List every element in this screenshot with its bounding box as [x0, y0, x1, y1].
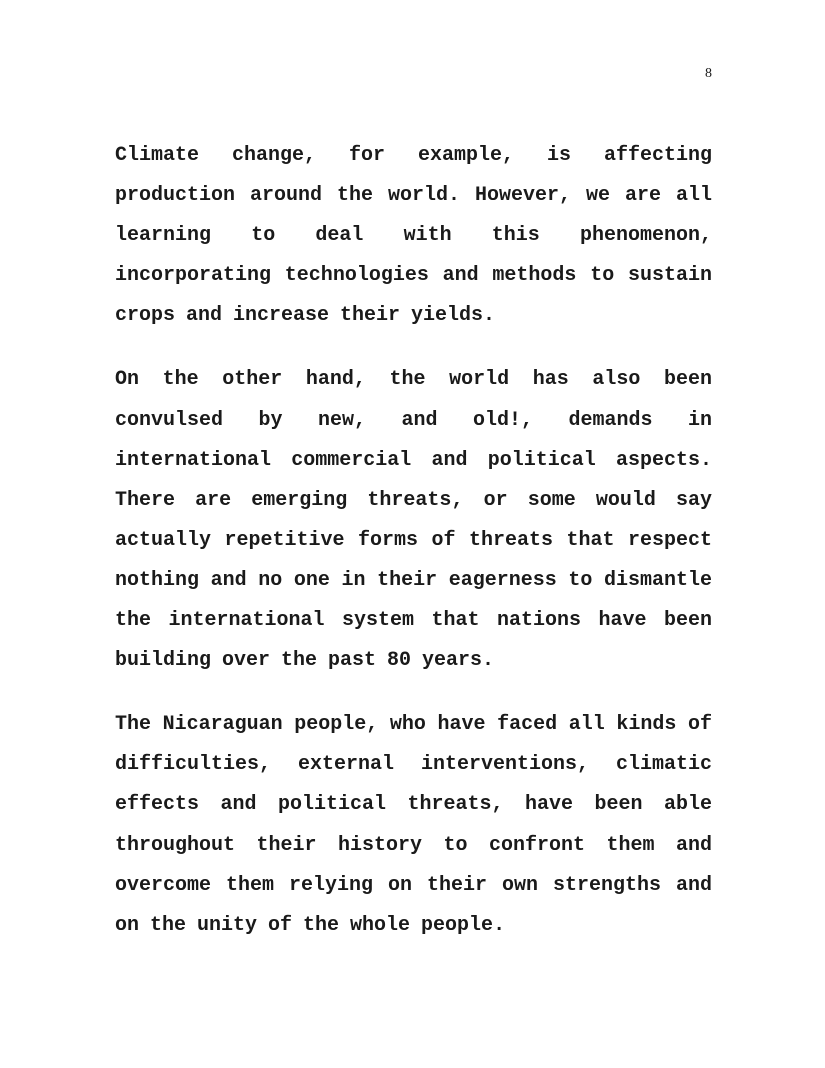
document-body: [115, 136, 712, 970]
paragraph-nicaraguan-people: The Nicaraguan people, who have faced all kinds of difficulties, external interventions, climatic effects and political threats, have been able throughout their history to confront them and overcome them relying on their own strengths and on the unity of the whole people.: [115, 713, 712, 937]
paragraph-climate-change: Climate change, for example, is affecting production around the world. However, we are all learning to deal with this phenomenon, incorporating technologies and methods to sustain crops and increase their yields.: [115, 144, 712, 328]
page-number: 8: [705, 66, 712, 81]
paragraph-international-demands: On the other hand, the world has also been convulsed by new, and old!, demands in international commercial and political aspects. There are emerging threats, or some would say actually repetitive forms of threats that respect nothing and no one in their eagerness to dismantle the international system that nations have been building over the past 80 years.: [115, 368, 712, 673]
